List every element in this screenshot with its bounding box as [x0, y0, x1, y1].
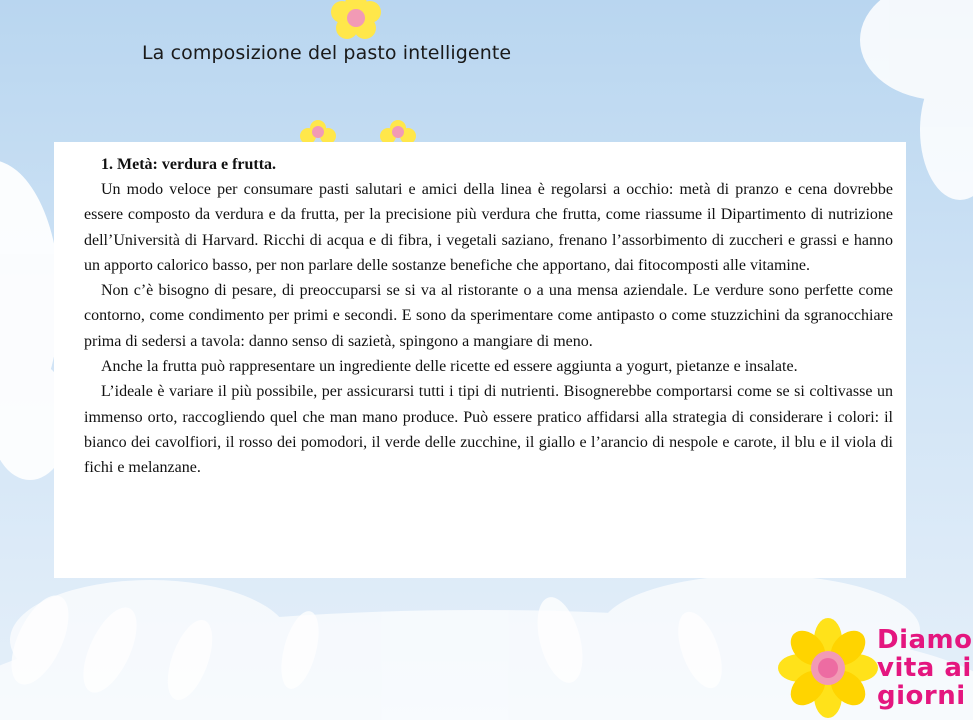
paragraph-1: Un modo veloce per consumare pasti salutari e amici della linea è regolarsi a occhio: metà di pranzo e cena dovrebbe essere composto da verdura e da frutta, per la precisione più verdura che frutta, come riassume il Dipartimento di nutrizione dell’Università di Harvard. Ricchi di acqua e di fibra, i vegetali saziano, frenano l’assorbimento di zuccheri e grassi e hanno un apporto calorico basso, per non parlare delle sostanze benefiche che apportano, dai fitocomposti alle vitamine.	[84, 181, 893, 274]
flower-icon	[331, 0, 381, 39]
slide-title: La composizione del pasto intelligente	[142, 42, 512, 64]
logo-line-2: vita ai	[877, 653, 972, 683]
paragraph-4: L’ideale è variare il più possibile, per assicurarsi tutti i tipi di nutrienti. Bisognerebbe comportarsi come se si coltivasse un immenso orto, raccogliendo quel che man mano produce. Può essere pratico affidarsi alla strategia di considerare i colori: il bianco dei cavolfiori, il rosso dei pomodori, il verde delle zucchine, il giallo e l’arancio di nespole e carote, il blu e il viola di fichi e melanzane.	[84, 383, 893, 477]
article-panel	[54, 142, 906, 578]
brand-logo	[877, 626, 973, 710]
flower-icon	[380, 120, 416, 144]
paragraph-3: Anche la frutta può rappresentare un ingrediente delle ricette ed essere aggiunta a yogurt, pietanze e insalate.	[101, 358, 798, 376]
flower-icon	[300, 120, 336, 144]
section-heading: 1. Metà: verdura e frutta.	[101, 156, 277, 173]
logo-line-3: giorni	[877, 681, 966, 711]
logo-line-1: Diamo	[877, 625, 973, 655]
paragraph-2: Non c’è bisogno di pesare, di preoccuparsi se si va al ristorante o a una mensa aziendale. Le verdure sono perfette come contorno, come condimento per primi e secondi. E sono da sperimentare come antipasto o come stuzzichini da sgranocchiare prima di sedersi a tavola: danno senso di sazietà, spingono a mangiare di meno.	[84, 282, 893, 350]
